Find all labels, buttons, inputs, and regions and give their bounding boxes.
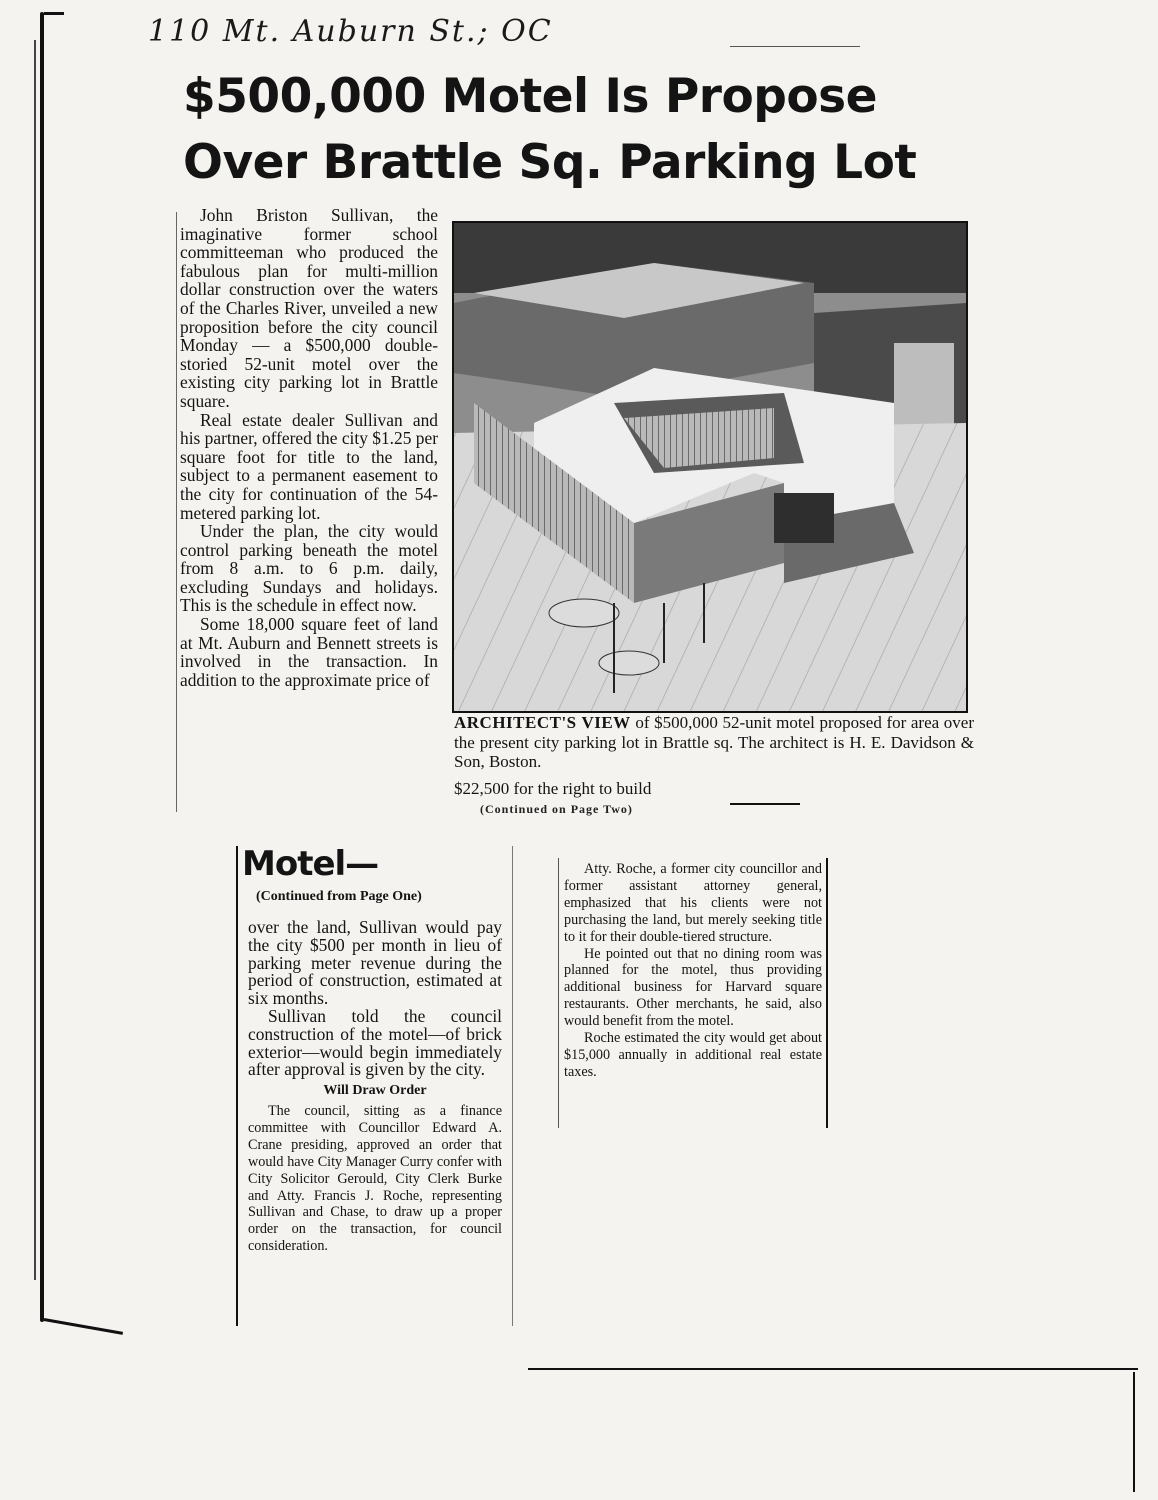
continuation-paragraph: Atty. Roche, a former city councillor and former assistant attorney general, emphasized that his clients were not purchasing the land, but merely seeking title to it for their double-tiered structure.: [564, 861, 822, 945]
continuation-paragraph: The council, sitting as a finance committee with Councillor Edward A. Crane presiding, approved an order that would have City Manager Curry confer with City Solicitor Gerould, City Clerk Burke and Atty. Francis J. Roche, representing Sullivan and Chase, to draw up a proper order on the transaction, for council consideration.: [248, 1102, 502, 1255]
continuation-paragraph: Roche estimated the city would get about $15,000 annually in additional real estate taxes.: [564, 1030, 822, 1080]
continuation-title: Motel—: [242, 844, 379, 884]
tail-rule: [730, 803, 800, 805]
clip-left-rule: [236, 846, 238, 1326]
scan-edge-top-tick: [44, 12, 64, 15]
photo-caption: [454, 713, 974, 772]
headline: [183, 64, 983, 196]
continuation-paragraph: He pointed out that no dining room was planned for the motel, thus providing additional business for Harvard square restaurants. Other merchants, he said, also would benefit from the motel.: [564, 945, 822, 1030]
continuation-left-column: [248, 919, 502, 1255]
caption-lead: ARCHITECT'S VIEW: [454, 713, 631, 732]
scan-edge-left: [40, 12, 44, 1322]
article-paragraph: Under the plan, the city would control parking beneath the motel from 8 a.m. to 6 p.m. daily, excluding Sundays and holidays. This is the schedule in effect now.: [180, 521, 438, 616]
article-paragraph: John Briston Sullivan, the imaginative former school committeeman who produced the fabulous plan for multi-million dollar construction over the waters of the Charles River, unveiled a new proposition before the city council Monday — a $500,000 double-storied 52-unit motel over the existing city parking lot in Brattle square.: [180, 206, 438, 411]
article-continued-tail: $22,500 for the right to build: [454, 779, 652, 798]
continuation-subtitle: (Continued from Page One): [256, 889, 422, 904]
clip-mid-rule-left: [512, 846, 513, 1326]
bottom-right-rule: [1133, 1372, 1135, 1492]
architect-rendering-photo: [452, 221, 968, 713]
headline-line-2: Over Brattle Sq. Parking Lot: [183, 135, 917, 190]
article-column: [180, 206, 438, 799]
top-rule: [730, 46, 860, 47]
continuation-right-column: [564, 861, 822, 1081]
caption-text: of $500,000 52-unit motel proposed for area over the present city parking lot in Brattle sq. The architect is H. E. Davidson & Son, Boston.: [454, 713, 974, 771]
continuation-paragraph: over the land, Sullivan would pay the city $500 per month in lieu of parking meter revenue during the period of construction, estimated at six months.: [248, 917, 502, 1009]
clip-mid-rule-right: [558, 858, 559, 1128]
headline-line-1: $500,000 Motel Is Propose: [183, 69, 878, 124]
clip-right-rule: [826, 858, 828, 1128]
motel-rendering-illustration: [454, 223, 966, 711]
scan-edge-left-inner: [34, 40, 36, 1280]
article-paragraph: Some 18,000 square feet of land at Mt. Auburn and Bennett streets is involved in the transaction. In addition to the approximate price of: [180, 614, 438, 690]
column-rule: [176, 212, 177, 812]
continuation-paragraph: Sullivan told the council construction of the motel—of brick exterior—would begin immediately after approval is given by the city.: [248, 1005, 502, 1080]
article-paragraph: Real estate dealer Sullivan and his partner, offered the city $1.25 per square foot for title to the land, subject to a permanent easement to the city for continuation of the 54-metered parking lot.: [180, 409, 438, 523]
scan-edge-bottom-curve: [44, 1318, 123, 1335]
continued-note: (Continued on Page Two): [480, 802, 633, 816]
handwritten-annotation: 110 Mt. Auburn St.; OC: [148, 14, 553, 49]
bottom-rule: [528, 1368, 1138, 1370]
continuation-subhead: Will Draw Order: [323, 1083, 427, 1099]
